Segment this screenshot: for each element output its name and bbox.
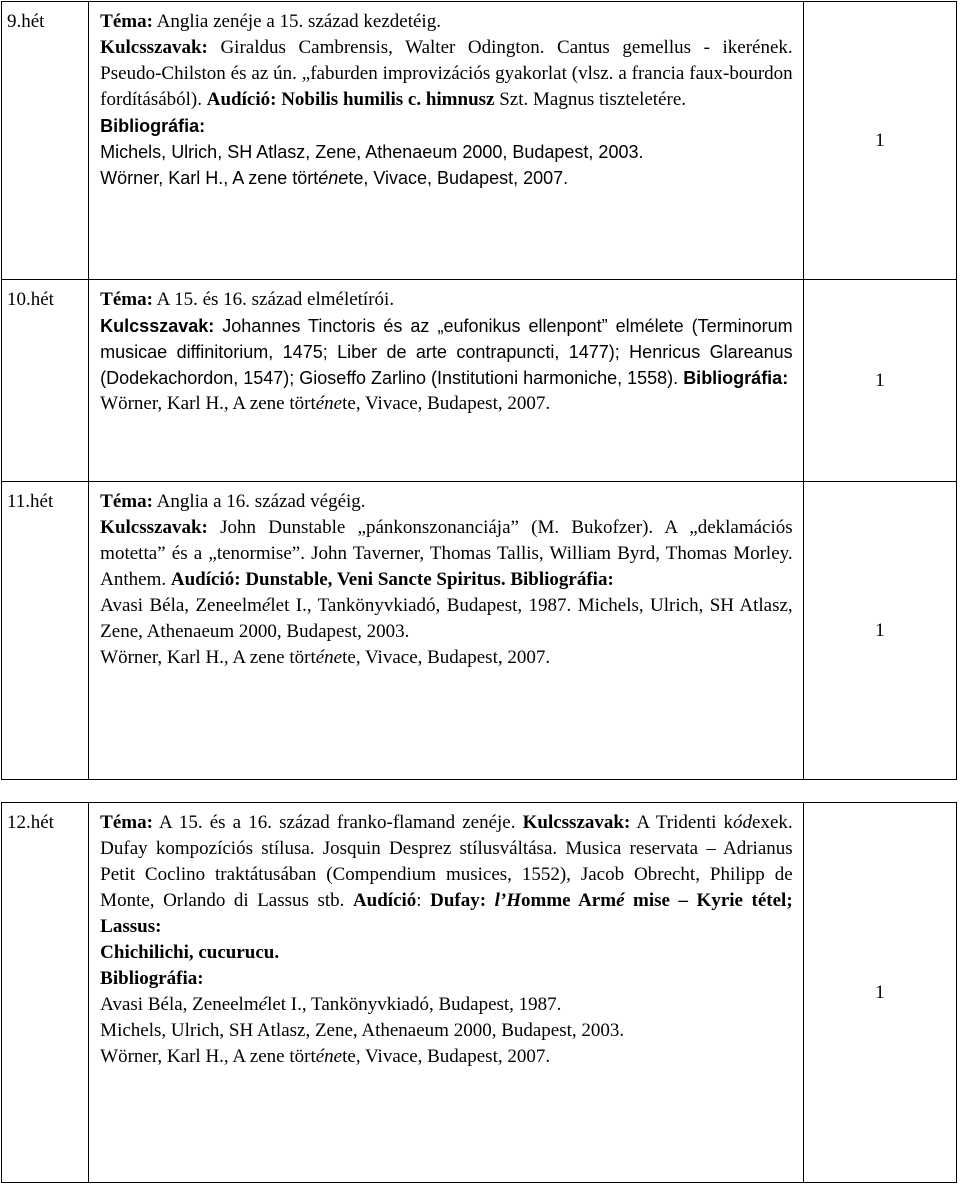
bibliography-entry: Michels, Ulrich, SH Atlasz, Zene, Athenaeum 2000, Budapest, 2003. <box>100 142 644 162</box>
audio-continued: Chichilichi, cucurucu. <box>100 942 280 963</box>
theme-line <box>100 489 792 515</box>
audio-text: Nobilis humilis c. himnusz <box>281 89 495 110</box>
bibliography-entry <box>100 391 792 417</box>
bib-text: let I., Tankönyvkiadó, Budapest, 1987. Michels, Ulrich, SH Atlasz, Zene, Athenaeum 2000, Budapest, 2003. <box>100 595 793 642</box>
keywords-label: Kulcsszavak: <box>100 37 208 58</box>
keywords-text: Johannes Tinctoris és az „eufonikus ellenpont” elmélete (Terminorum musicae diffinitorium, 1475; Liber de arte contrapuncti, 1477); Henricus Glareanus (Dodekachordon, 1547); Gioseffo Zarlino (Institutioni harmoniche, 1558). <box>100 316 793 388</box>
table-row <box>2 280 957 482</box>
audio-label: Audíció <box>352 890 417 911</box>
bib-text: te, Vivace, Budapest, 2007. <box>342 1046 551 1067</box>
audio-text: mise – Kyrie tétel; Lassus: <box>100 890 793 937</box>
bib-italic: éne <box>315 1046 343 1067</box>
keywords <box>100 35 792 113</box>
bib-text: te, Vivace, Budapest, 2007. <box>342 393 551 414</box>
bibliography-label: Bibliográfia: <box>100 968 204 989</box>
keywords-text: John Dunstable „pánkonszonanciája” (M. Bukofzer). A „deklamációs motetta” és a „tenormise”. John Taverner, Thomas Tallis, William Byrd, Thomas Morley. Anthem. <box>100 517 793 590</box>
bibliography-label: Bibliográfia: <box>510 569 614 590</box>
keywords <box>100 515 792 593</box>
table-row <box>2 482 957 780</box>
bibliography-entry: Michels, Ulrich, SH Atlasz, Zene, Athenaeum 2000, Budapest, 2003. <box>100 1020 625 1041</box>
audio-text: Dufay: <box>430 890 495 911</box>
theme-text: A 15. és 16. század elméletírói. <box>156 289 395 310</box>
table-row <box>2 2 957 280</box>
week-cell: 11.hét <box>2 482 89 780</box>
points-cell: 1 <box>803 803 956 1183</box>
keywords-text: exek. Dufay kompozíciós stílusa. Josquin Desprez stílusváltása. Musica reservata – Adrianus Petit Coclino traktátusában (Compendium musices, 1552), Jacob Obrecht, Philipp de Monte, Orlando di Lassus stb. <box>100 812 793 911</box>
bib-text: te, Vivace, Budapest, 2007. <box>342 647 551 668</box>
syllabus-table <box>1 1 957 780</box>
bib-text: Avasi Béla, Zeneelm <box>100 595 262 616</box>
bibliography-entry <box>100 165 792 191</box>
bib-italic: éne <box>315 647 343 668</box>
syllabus-table <box>1 802 957 1183</box>
content-cell <box>89 803 803 1183</box>
bib-text: Wörner, Karl H., A zene tört <box>100 168 319 188</box>
theme-text: Anglia a 16. század végéig. <box>156 491 366 512</box>
bib-text: Wörner, Karl H., A zene tört <box>100 393 316 414</box>
keywords-italic: ód <box>733 812 753 833</box>
bib-text: Wörner, Karl H., A zene tört <box>100 1046 316 1067</box>
bibliography-label: Bibliográfia: <box>683 368 789 388</box>
audio-colon: : <box>416 890 422 911</box>
table-row <box>2 803 957 1183</box>
bib-text: Avasi Béla, Zeneelm <box>100 994 259 1015</box>
bib-text: Wörner, Karl H., A zene tört <box>100 647 316 668</box>
bib-text: let I., Tankönyvkiadó, Budapest, 1987. <box>267 994 562 1015</box>
bib-italic: é <box>261 595 271 616</box>
bibliography-label: Bibliográfia: <box>100 116 206 136</box>
week-cell: 9.hét <box>2 2 89 280</box>
audio-rest: Szt. Magnus tiszteletére. <box>499 89 686 110</box>
bibliography-entry <box>100 992 792 1018</box>
points-cell: 1 <box>803 482 956 780</box>
bibliography-entry <box>100 1044 792 1070</box>
bibliography-entry <box>100 593 792 645</box>
keywords <box>100 313 792 391</box>
bibliography-entry <box>100 645 792 671</box>
content-cell <box>89 2 803 280</box>
content-cell <box>89 280 803 482</box>
content-cell <box>89 482 803 780</box>
keywords-text: Giraldus Cambrensis, Walter Odington. Cantus gemellus - ikerének. Pseudo-Chilston és az ún. „faburden improvizációs gyakorlat (vlsz. a francia faux-bourdon fordításából). <box>100 37 793 110</box>
bib-italic: éne <box>315 393 343 414</box>
audio-label: Audíció: Dunstable, Veni Sancte Spiritus. <box>170 569 506 590</box>
theme-label: Téma: <box>100 812 153 833</box>
keywords-text: A Tridenti k <box>636 812 734 833</box>
points-cell: 1 <box>803 280 956 482</box>
theme-label: Téma: <box>100 289 153 310</box>
bib-italic: éne <box>318 168 349 188</box>
bib-text: te, Vivace, Budapest, 2007. <box>348 168 569 188</box>
bib-italic: é <box>258 994 268 1015</box>
points-cell: 1 <box>803 2 956 280</box>
theme-label: Téma: <box>100 491 153 512</box>
theme-line <box>100 287 792 313</box>
audio-text: omme Arm <box>521 890 617 911</box>
keywords-label: Kulcsszavak: <box>100 517 208 538</box>
theme-text: A 15. és a 16. század franko-flamand zenéje. <box>159 812 516 833</box>
keywords-label: Kulcsszavak: <box>522 812 631 833</box>
week-cell: 12.hét <box>2 803 89 1183</box>
keywords-label: Kulcsszavak: <box>100 316 215 336</box>
theme-line <box>100 9 792 35</box>
audio-italic: l’H <box>494 890 521 911</box>
theme-line <box>100 810 792 940</box>
theme-text: Anglia zenéje a 15. század kezdetéig. <box>156 11 441 32</box>
theme-label: Téma: <box>100 11 153 32</box>
audio-italic: é <box>616 890 625 911</box>
week-cell: 10.hét <box>2 280 89 482</box>
audio-label: Audíció: <box>206 89 277 110</box>
